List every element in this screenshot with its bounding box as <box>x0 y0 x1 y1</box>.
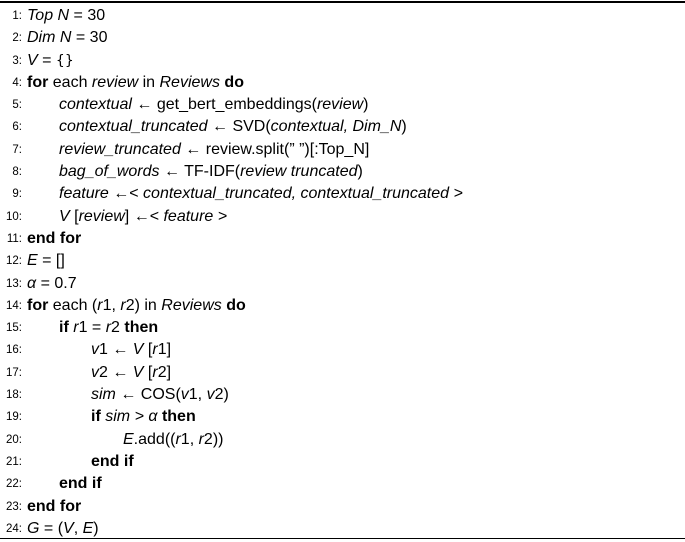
code-text: 2 ← <box>99 363 133 381</box>
keyword: then <box>161 408 196 426</box>
keyword: if <box>59 319 69 337</box>
identifier: Reviews <box>161 296 222 314</box>
code-text: = 30 <box>71 29 108 47</box>
line-content <box>27 273 77 295</box>
identifier: v <box>91 341 99 359</box>
line-content <box>27 496 81 518</box>
line-content <box>123 429 223 451</box>
algorithm-line <box>0 451 685 473</box>
keyword: for <box>27 296 49 314</box>
code-text: ← <box>131 96 157 114</box>
line-number: 10: <box>6 210 22 223</box>
code-text: in <box>138 73 160 91</box>
code-text: ← review.split(” ”)[:Top_N] <box>180 140 370 158</box>
identifier: review truncated <box>240 163 358 181</box>
line-content <box>27 250 65 272</box>
line-number: 15: <box>6 322 22 335</box>
line-number: 9: <box>12 188 22 201</box>
identifier: Dim N <box>27 29 72 47</box>
identifier: V <box>63 519 74 537</box>
code-text: ] ←< <box>124 207 164 225</box>
code-text: , <box>73 519 83 537</box>
code-text: {} <box>55 52 74 69</box>
code-text: = <box>37 51 56 69</box>
identifier: sim > α <box>105 408 158 426</box>
identifier: feature <box>59 185 109 203</box>
identifier: Top N <box>27 7 70 24</box>
code-text: each ( <box>48 296 98 314</box>
code-text: ← TF-IDF( <box>159 163 241 181</box>
keyword: end for <box>27 229 82 247</box>
algorithm-line <box>0 496 685 518</box>
line-content <box>27 518 99 540</box>
line-number: 16: <box>6 344 22 357</box>
identifier: r <box>198 430 204 448</box>
line-content <box>59 317 158 339</box>
keyword: do <box>219 73 244 91</box>
keyword: do <box>221 296 246 314</box>
code-text: [ <box>143 341 153 359</box>
code-text: 1] <box>157 341 172 359</box>
code-text: 2) in <box>125 296 162 314</box>
identifier: E <box>123 430 134 448</box>
algorithm-line <box>0 206 685 228</box>
line-content <box>59 161 363 183</box>
line-number: 4: <box>12 76 22 89</box>
code-text: ← COS( <box>115 386 181 404</box>
algorithm-line <box>0 406 685 428</box>
code-text: 1, <box>102 296 121 314</box>
code-text: = 0.7 <box>36 274 77 292</box>
code-text: .add(( <box>133 430 176 448</box>
code-text: 1, <box>180 430 199 448</box>
line-content <box>27 295 246 317</box>
line-content <box>27 27 107 49</box>
identifier: r <box>120 296 126 314</box>
identifier: review <box>316 96 364 114</box>
top-rule <box>0 1 685 3</box>
code-text: = 30 <box>69 7 106 24</box>
identifier: Reviews <box>159 73 220 91</box>
identifier: v <box>91 363 99 381</box>
code-text: = [] <box>37 252 65 270</box>
keyword: for <box>27 73 49 91</box>
line-content <box>27 5 105 27</box>
identifier: bag_of_words <box>59 163 160 181</box>
algorithm-line <box>0 228 685 250</box>
identifier: V <box>132 341 144 359</box>
line-number: 24: <box>6 522 22 535</box>
line-number: 12: <box>6 255 22 268</box>
identifier: r <box>105 319 112 337</box>
code-text: 1 = <box>78 319 106 337</box>
code-text: 2] <box>157 363 172 381</box>
line-number: 19: <box>6 411 22 424</box>
identifier: V <box>59 207 70 225</box>
identifier: r <box>97 296 103 314</box>
identifier: G <box>27 519 40 537</box>
line-content <box>59 183 463 205</box>
code-text: get_bert_embeddings( <box>156 96 317 114</box>
line-content <box>59 116 407 138</box>
algorithm-line <box>0 72 685 94</box>
identifier: r <box>152 363 158 381</box>
algorithm-line <box>0 161 685 183</box>
identifier: sim <box>91 386 116 404</box>
identifier: E <box>27 252 38 270</box>
identifier: review_truncated <box>59 140 181 158</box>
code-text: ) <box>93 519 99 537</box>
algorithm-line <box>0 139 685 161</box>
code-text: = ( <box>39 519 64 537</box>
line-content <box>27 50 74 72</box>
code-text: ) <box>357 163 363 181</box>
line-number: 21: <box>6 455 22 468</box>
keyword: then <box>124 319 159 337</box>
line-content <box>27 72 244 94</box>
line-number: 7: <box>12 143 22 156</box>
code-text: 2)) <box>203 430 224 448</box>
keyword: end if <box>91 452 134 470</box>
identifier: review <box>91 73 139 91</box>
algorithm-line <box>0 183 685 205</box>
algorithm-line <box>0 384 685 406</box>
line-number: 3: <box>12 54 22 67</box>
bottom-rule <box>0 538 685 539</box>
algorithm-line <box>0 317 685 339</box>
keyword: if <box>91 408 101 426</box>
code-text: 2 <box>111 319 125 337</box>
line-number: 20: <box>6 433 22 446</box>
identifier: r <box>152 341 158 359</box>
code-text: 1 ← <box>99 341 133 359</box>
algorithm-listing <box>0 5 685 540</box>
line-content <box>91 384 229 406</box>
line-number: 11: <box>6 232 22 245</box>
code-text: ) <box>363 96 369 114</box>
algorithm-line <box>0 295 685 317</box>
algorithm-line <box>0 429 685 451</box>
line-number: 2: <box>12 32 22 45</box>
identifier: contextual, Dim_N <box>270 118 402 136</box>
identifier: V <box>132 363 144 381</box>
code-text: 2) <box>214 386 229 404</box>
code-text: ← SVD( <box>207 118 271 136</box>
line-number: 1: <box>12 10 22 22</box>
line-content <box>91 339 171 361</box>
identifier: v <box>206 386 215 404</box>
code-text: ) <box>401 118 407 136</box>
algorithm-line <box>0 339 685 361</box>
identifier: α <box>27 274 37 292</box>
line-content <box>91 451 134 473</box>
identifier: E <box>82 519 94 537</box>
line-number: 23: <box>6 500 22 513</box>
line-number: 6: <box>12 121 22 134</box>
identifier: feature > <box>163 207 228 225</box>
identifier: v <box>180 386 189 404</box>
identifier: contextual_truncated <box>59 118 208 136</box>
identifier: r <box>73 319 79 337</box>
line-content <box>91 362 171 384</box>
line-number: 17: <box>6 366 22 379</box>
code-text: [ <box>69 207 79 225</box>
algorithm-line <box>0 250 685 272</box>
line-number: 8: <box>12 166 22 179</box>
identifier: review <box>78 207 125 225</box>
code-text: each <box>48 73 92 91</box>
algorithm-line <box>0 273 685 295</box>
identifier: r <box>175 430 181 448</box>
line-content <box>91 406 196 428</box>
line-content <box>59 139 369 161</box>
algorithm-line <box>0 473 685 495</box>
line-number: 14: <box>6 299 22 312</box>
code-text: 1, <box>188 386 207 404</box>
keyword: end for <box>27 497 82 515</box>
line-number: 18: <box>6 389 22 402</box>
line-number: 13: <box>6 277 22 290</box>
code-text: ←< <box>108 185 144 203</box>
keyword: end if <box>59 475 102 493</box>
algorithm-line <box>0 27 685 49</box>
identifier: V <box>27 51 38 69</box>
algorithm-line <box>0 116 685 138</box>
algorithm-line <box>0 50 685 72</box>
line-content <box>27 228 81 250</box>
line-content <box>59 94 369 116</box>
algorithm-line <box>0 518 685 540</box>
line-number: 5: <box>12 99 22 112</box>
algorithm-line <box>0 94 685 116</box>
identifier: contextual_truncated, contextual_truncated > <box>143 185 463 203</box>
line-number: 22: <box>6 478 22 491</box>
algorithm-line <box>0 362 685 384</box>
line-content <box>59 473 102 495</box>
identifier: contextual <box>59 96 132 114</box>
line-content <box>59 206 227 228</box>
code-text: [ <box>143 363 153 381</box>
algorithm-line <box>0 5 685 27</box>
